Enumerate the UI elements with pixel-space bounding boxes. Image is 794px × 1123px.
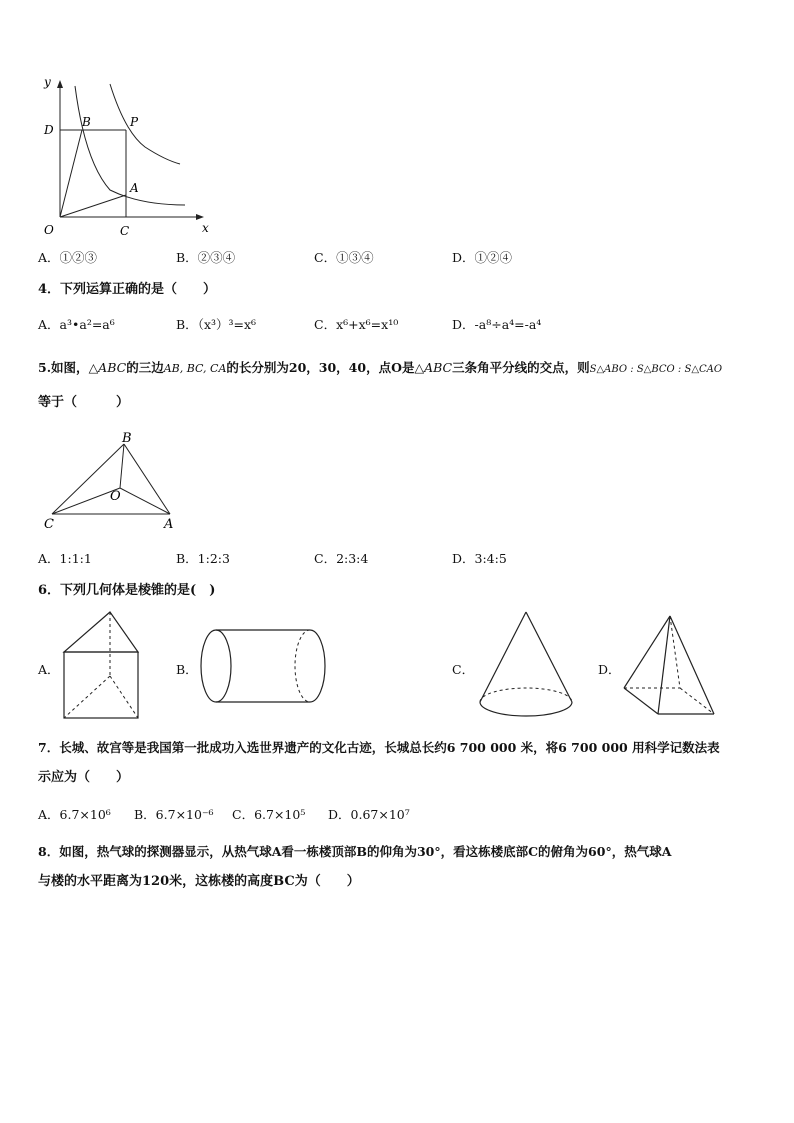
label-C: C <box>120 224 130 238</box>
q3-option-c: C．①③④ <box>314 250 374 265</box>
label-x: x <box>202 221 209 235</box>
tri-label-A: A <box>164 517 174 532</box>
q7-stem-line1: 7．长城、故宫等是我国第一批成功入选世界遗产的文化古迹，长城总长约6 700 000 米，将6 700 000 用科学记数法表 <box>38 740 720 755</box>
prism-figure <box>58 608 142 722</box>
q5-stem-end: 等于（ ） <box>38 395 130 410</box>
q5-option-d: D．3:4:5 <box>452 551 507 566</box>
triangle-figure <box>38 428 188 532</box>
q3-option-b: B．②③④ <box>176 250 236 265</box>
q6-option-c: C． <box>452 662 475 677</box>
q4-option-a: A．a³•a²=a⁶ <box>38 317 115 332</box>
label-O: O <box>44 223 54 237</box>
q5-option-b: B．1:2:3 <box>176 551 230 566</box>
q6-option-a: A． <box>38 662 60 677</box>
q6-option-d: D． <box>598 662 621 677</box>
tri-label-B: B <box>122 431 132 446</box>
q5-stem: 5.如图，△ABC的三边AB, BC, CA的长分别为20，30，40，点O是△ABC三条角平分线的交点，则S△ABO : S△BCO : S△CAO <box>38 360 723 375</box>
tri-label-C: C <box>44 517 54 532</box>
label-B: B <box>82 115 91 129</box>
q7-stem-line2: 示应为（ ） <box>38 770 130 785</box>
q8-stem-line2: 与楼的水平距离为120米，这栋楼的高度BC为（ ） <box>38 874 360 889</box>
q5-option-c: C．2:3:4 <box>314 551 369 566</box>
q4-option-d: D．-a⁸÷a⁴=-a⁴ <box>452 317 542 332</box>
q6-stem: 6．下列几何体是棱锥的是( ) <box>38 583 216 598</box>
label-y: y <box>44 75 51 89</box>
label-A: A <box>130 181 139 195</box>
tri-label-O: O <box>110 489 121 504</box>
q7-option-a: A．6.7×10⁶ <box>38 807 111 822</box>
label-D: D <box>44 123 54 137</box>
q4-option-b: B．（x³）³=x⁶ <box>176 317 257 332</box>
q7-option-d: D．0.67×10⁷ <box>328 807 410 822</box>
q6-option-b: B． <box>176 662 198 677</box>
q7-option-c: C．6.7×10⁵ <box>232 807 306 822</box>
q8-stem-line1: 8．如图，热气球的探测器显示，从热气球A看一栋楼顶部B的仰角为30°，看这栋楼底部C的俯角为60°，热气球A <box>38 844 672 859</box>
cylinder-figure <box>198 626 330 706</box>
q4-stem: 4．下列运算正确的是（ ） <box>38 282 217 297</box>
q3-option-a: A．①②③ <box>38 250 98 265</box>
label-P: P <box>130 115 139 129</box>
q3-option-d: D．①②④ <box>452 250 513 265</box>
q7-option-b: B．6.7×10⁻⁶ <box>134 807 214 822</box>
hyperbola-figure <box>30 72 215 242</box>
q4-option-c: C．x⁶+x⁶=x¹⁰ <box>314 317 399 332</box>
cone-figure <box>474 608 578 720</box>
q5-option-a: A．1:1:1 <box>38 551 92 566</box>
pyramid-figure <box>620 612 720 720</box>
